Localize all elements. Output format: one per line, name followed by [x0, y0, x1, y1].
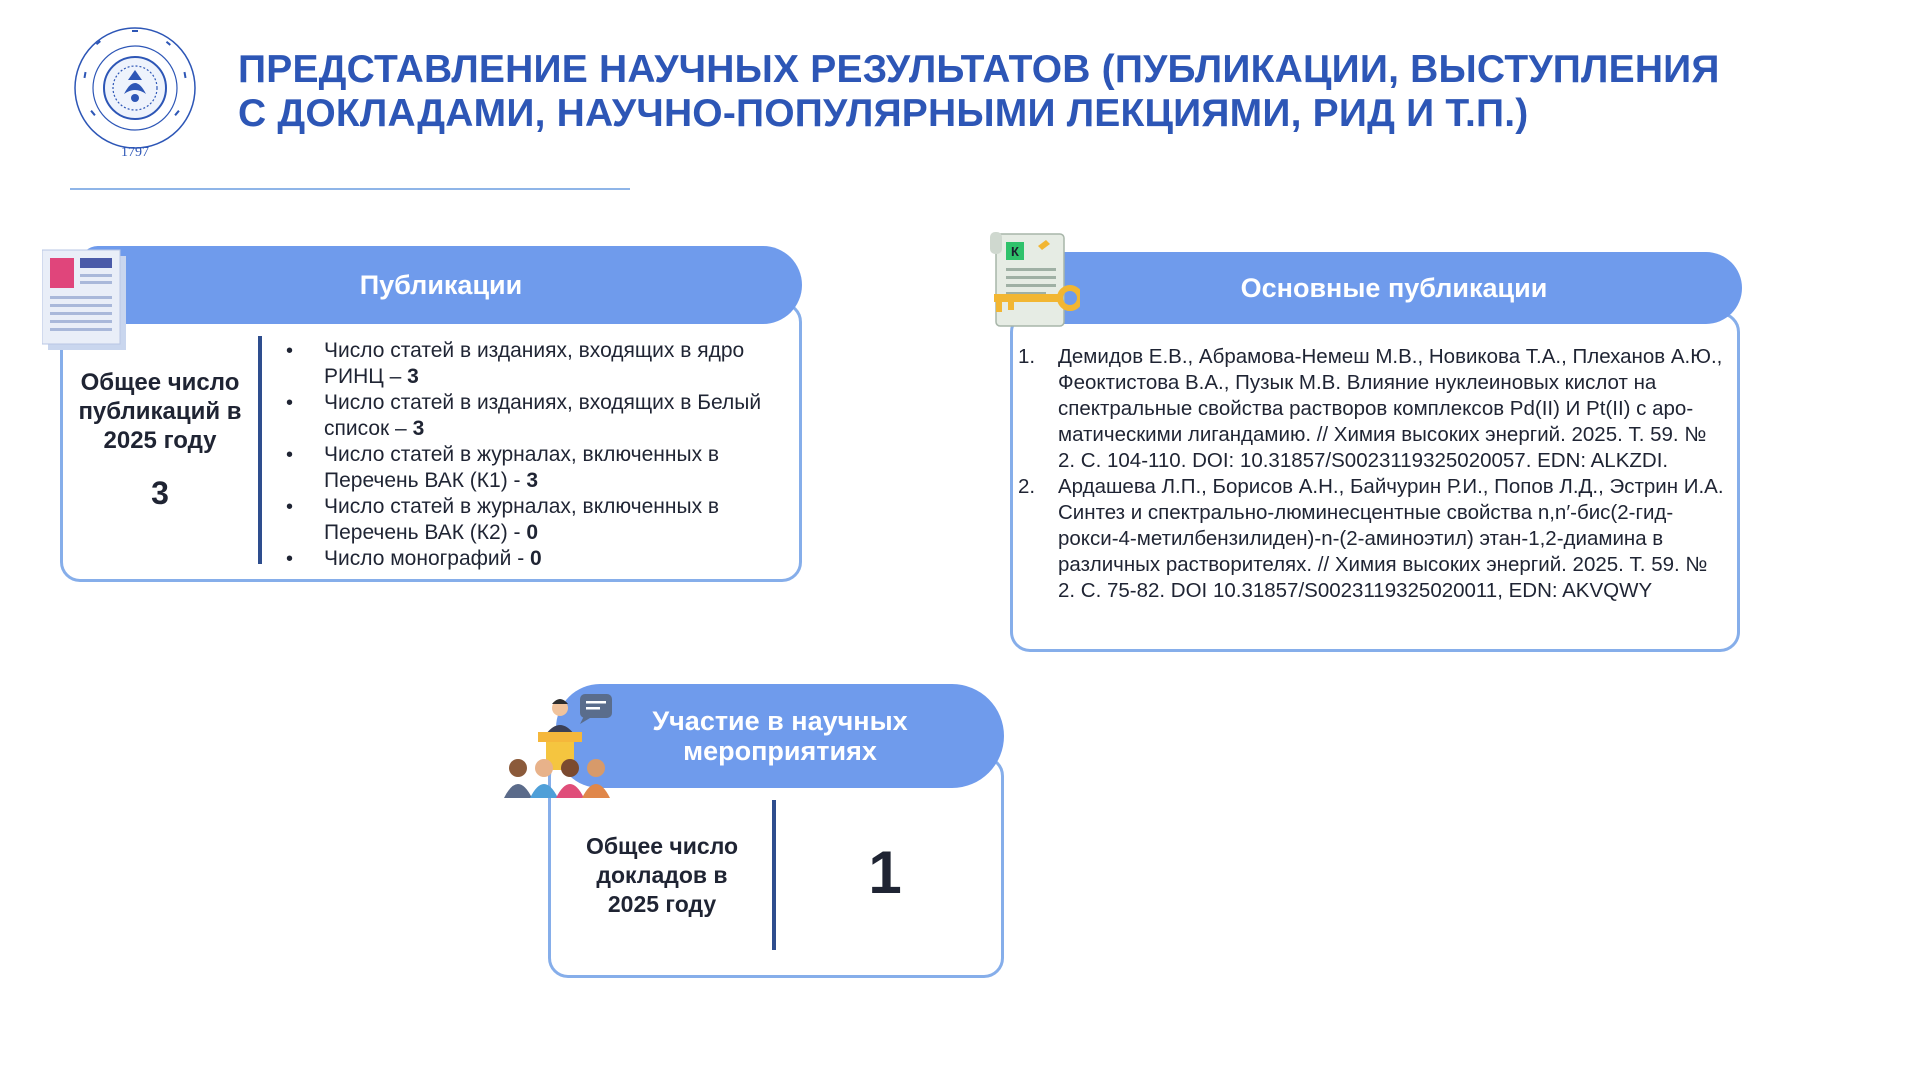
publications-total — [70, 368, 250, 511]
publications-total-label: Общее число публикаций в 2025 году — [78, 369, 242, 454]
list-item: • Число статей в изданиях, входящих в ядро РИНЦ – 3 — [286, 338, 786, 390]
main-publications-list — [1018, 344, 1726, 604]
newspaper-icon — [42, 248, 132, 354]
list-item: • Число статей в изданиях, входящих в Белый список – 3 — [286, 390, 786, 442]
document-key-icon — [984, 232, 1080, 336]
list-item: 1. Демидов Е.В., Абрамова-Немеш М.В., Новикова Т.А., Плеханов А.Ю., Феоктистова В.А., Пузык М.В. Влияние нуклеиновых кислот на спектральные свойства растворов комплексов Pd(II) И Pt(II) с аро-матическими лигандамию. // Химия высоких энергий. 2025. Т. 59. № 2. С. 104-110. DOI: 10.31857/S0023119325020057. EDN: ALKZDI. — [1018, 345, 1723, 472]
list-item: 2. Ардашева Л.П., Борисов А.Н., Байчурин Р.И., Попов Л.Д., Эстрин И.А. Синтез и спектрально-люминесцентные свойства n,n′-бис(2-гид-рокси-4-метилбензилиден)-n-(2-аминоэтил) этан-1,2-диамина в различных растворителях. // Химия высоких энергий. 2025. Т. 59. № 2. С. 75-82. DOI 10.31857/S0023119325020011, EDN: AKVQWY — [1018, 475, 1724, 602]
events-heading-line-2: мероприятиях — [683, 736, 877, 766]
page-title — [238, 48, 1798, 136]
events-heading — [556, 684, 1004, 788]
events-total-label: Общее число докладов в 2025 году — [585, 833, 739, 917]
page-title-line-2: С ДОКЛАДАМИ, НАУЧНО-ПОПУЛЯРНЫМИ ЛЕКЦИЯМИ, РИД И Т.П.) — [238, 92, 1529, 135]
list-item: • Число статей в журналах, включенных в Перечень ВАК (К2) - 0 — [286, 494, 786, 546]
events-total-value: 1 — [868, 839, 902, 906]
publications-divider — [258, 336, 262, 564]
publications-total-value: 3 — [151, 475, 169, 511]
list-item: • Число монографий - 0 — [286, 546, 786, 572]
events-divider — [772, 800, 776, 950]
publications-heading: Публикации — [80, 246, 802, 324]
events-heading-line-1: Участие в научных — [652, 706, 908, 736]
list-item: • Число статей в журналах, включенных в Перечень ВАК (К1) - 3 — [286, 442, 786, 494]
university-seal-logo — [66, 24, 204, 162]
logo-year: 1797 — [121, 145, 149, 160]
header-divider — [70, 188, 630, 190]
conference-speaker-icon — [504, 694, 622, 804]
svg-text:К: К — [1011, 244, 1019, 259]
page-title-line-1: ПРЕДСТАВЛЕНИЕ НАУЧНЫХ РЕЗУЛЬТАТОВ (ПУБЛИКАЦИИ, ВЫСТУПЛЕНИЯ — [238, 48, 1720, 91]
publications-stats-list — [286, 338, 786, 572]
main-publications-heading: Основные публикации — [1046, 252, 1742, 324]
